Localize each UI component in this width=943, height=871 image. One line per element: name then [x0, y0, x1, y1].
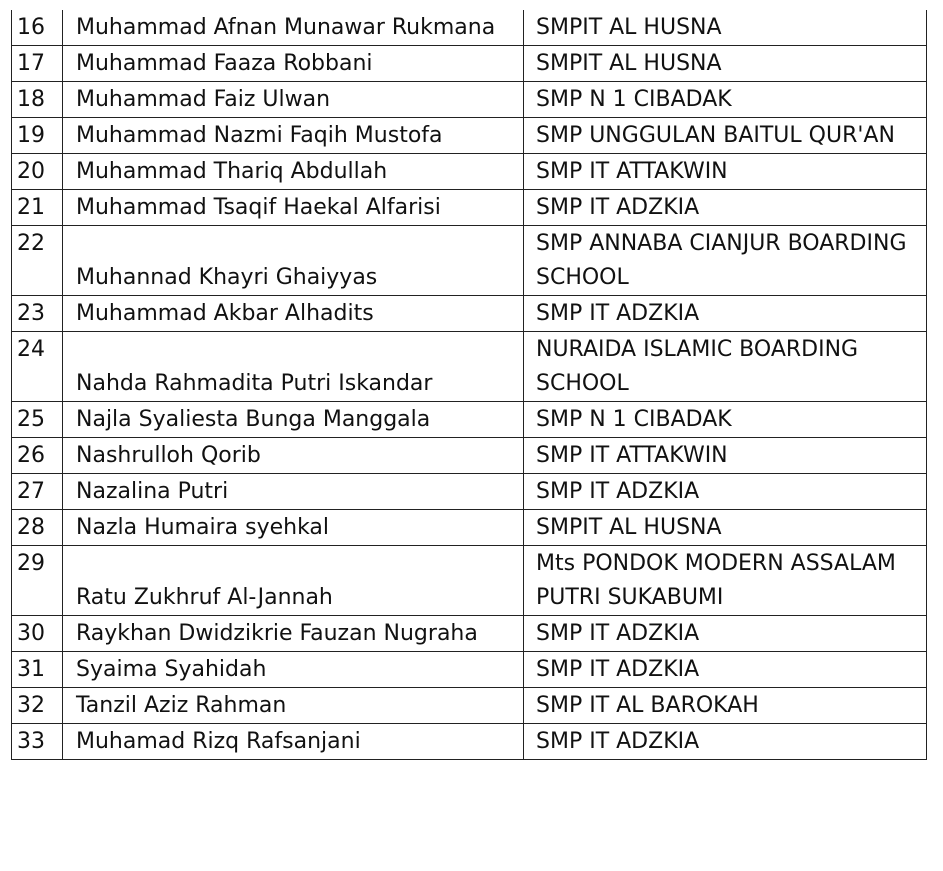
table-row — [12, 474, 927, 510]
table-row — [12, 688, 927, 724]
table-row — [12, 118, 927, 154]
table-row — [12, 332, 927, 402]
school-name: Mts PONDOK MODERN ASSALAM PUTRI SUKABUMI — [524, 546, 927, 616]
table-row — [12, 616, 927, 652]
participant-name: Muhammad Faaza Robbani — [63, 46, 524, 82]
participant-name: Muhammad Faiz Ulwan — [63, 82, 524, 118]
row-number: 24 — [12, 332, 63, 402]
row-number: 26 — [12, 438, 63, 474]
school-name: SMP IT ADZKIA — [524, 474, 927, 510]
school-name: SMP IT ADZKIA — [524, 724, 927, 760]
row-number: 19 — [12, 118, 63, 154]
participant-name: Syaima Syahidah — [63, 652, 524, 688]
school-name: SMP IT ADZKIA — [524, 190, 927, 226]
participant-name: Tanzil Aziz Rahman — [63, 688, 524, 724]
table-row — [12, 154, 927, 190]
participant-name: Nazla Humaira syehkal — [63, 510, 524, 546]
row-number: 33 — [12, 724, 63, 760]
row-number: 32 — [12, 688, 63, 724]
row-number: 16 — [12, 10, 63, 46]
table-row — [12, 82, 927, 118]
school-name: SMP IT ADZKIA — [524, 296, 927, 332]
table-row — [12, 46, 927, 82]
table-row — [12, 510, 927, 546]
table-row — [12, 652, 927, 688]
school-name: SMPIT AL HUSNA — [524, 46, 927, 82]
school-name: SMP IT ATTAKWIN — [524, 438, 927, 474]
school-name: SMPIT AL HUSNA — [524, 10, 927, 46]
table-row — [12, 10, 927, 46]
school-name: SMP IT ADZKIA — [524, 652, 927, 688]
row-number: 23 — [12, 296, 63, 332]
participant-name: Raykhan Dwidzikrie Fauzan Nugraha — [63, 616, 524, 652]
row-number: 21 — [12, 190, 63, 226]
school-name: SMP UNGGULAN BAITUL QUR'AN — [524, 118, 927, 154]
table-row — [12, 546, 927, 616]
school-name: SMP ANNABA CIANJUR BOARDING SCHOOL — [524, 226, 927, 296]
participant-name: Muhammad Thariq Abdullah — [63, 154, 524, 190]
table-row — [12, 724, 927, 760]
participant-name: Ratu Zukhruf Al-Jannah — [63, 546, 524, 616]
participant-name: Nahda Rahmadita Putri Iskandar — [63, 332, 524, 402]
school-name: SMP N 1 CIBADAK — [524, 82, 927, 118]
row-number: 30 — [12, 616, 63, 652]
table-row — [12, 402, 927, 438]
table-row — [12, 226, 927, 296]
table-row — [12, 190, 927, 226]
school-name: SMPIT AL HUSNA — [524, 510, 927, 546]
row-number: 27 — [12, 474, 63, 510]
row-number: 17 — [12, 46, 63, 82]
participant-name: Nazalina Putri — [63, 474, 524, 510]
school-name: SMP IT ADZKIA — [524, 616, 927, 652]
participant-name: Najla Syaliesta Bunga Manggala — [63, 402, 524, 438]
row-number: 28 — [12, 510, 63, 546]
school-name: SMP IT AL BAROKAH — [524, 688, 927, 724]
participant-name: Muhammad Tsaqif Haekal Alfarisi — [63, 190, 524, 226]
row-number: 20 — [12, 154, 63, 190]
school-name: SMP N 1 CIBADAK — [524, 402, 927, 438]
participant-name: Muhammad Akbar Alhadits — [63, 296, 524, 332]
table-row — [12, 438, 927, 474]
participant-name: Muhannad Khayri Ghaiyyas — [63, 226, 524, 296]
row-number: 29 — [12, 546, 63, 616]
school-name: SMP IT ATTAKWIN — [524, 154, 927, 190]
row-number: 22 — [12, 226, 63, 296]
row-number: 31 — [12, 652, 63, 688]
row-number: 25 — [12, 402, 63, 438]
participant-name: Muhammad Nazmi Faqih Mustofa — [63, 118, 524, 154]
row-number: 18 — [12, 82, 63, 118]
participant-name: Muhammad Afnan Munawar Rukmana — [63, 10, 524, 46]
participant-table — [11, 10, 927, 760]
table-row — [12, 296, 927, 332]
participant-name: Muhamad Rizq Rafsanjani — [63, 724, 524, 760]
participant-name: Nashrulloh Qorib — [63, 438, 524, 474]
school-name: NURAIDA ISLAMIC BOARDING SCHOOL — [524, 332, 927, 402]
